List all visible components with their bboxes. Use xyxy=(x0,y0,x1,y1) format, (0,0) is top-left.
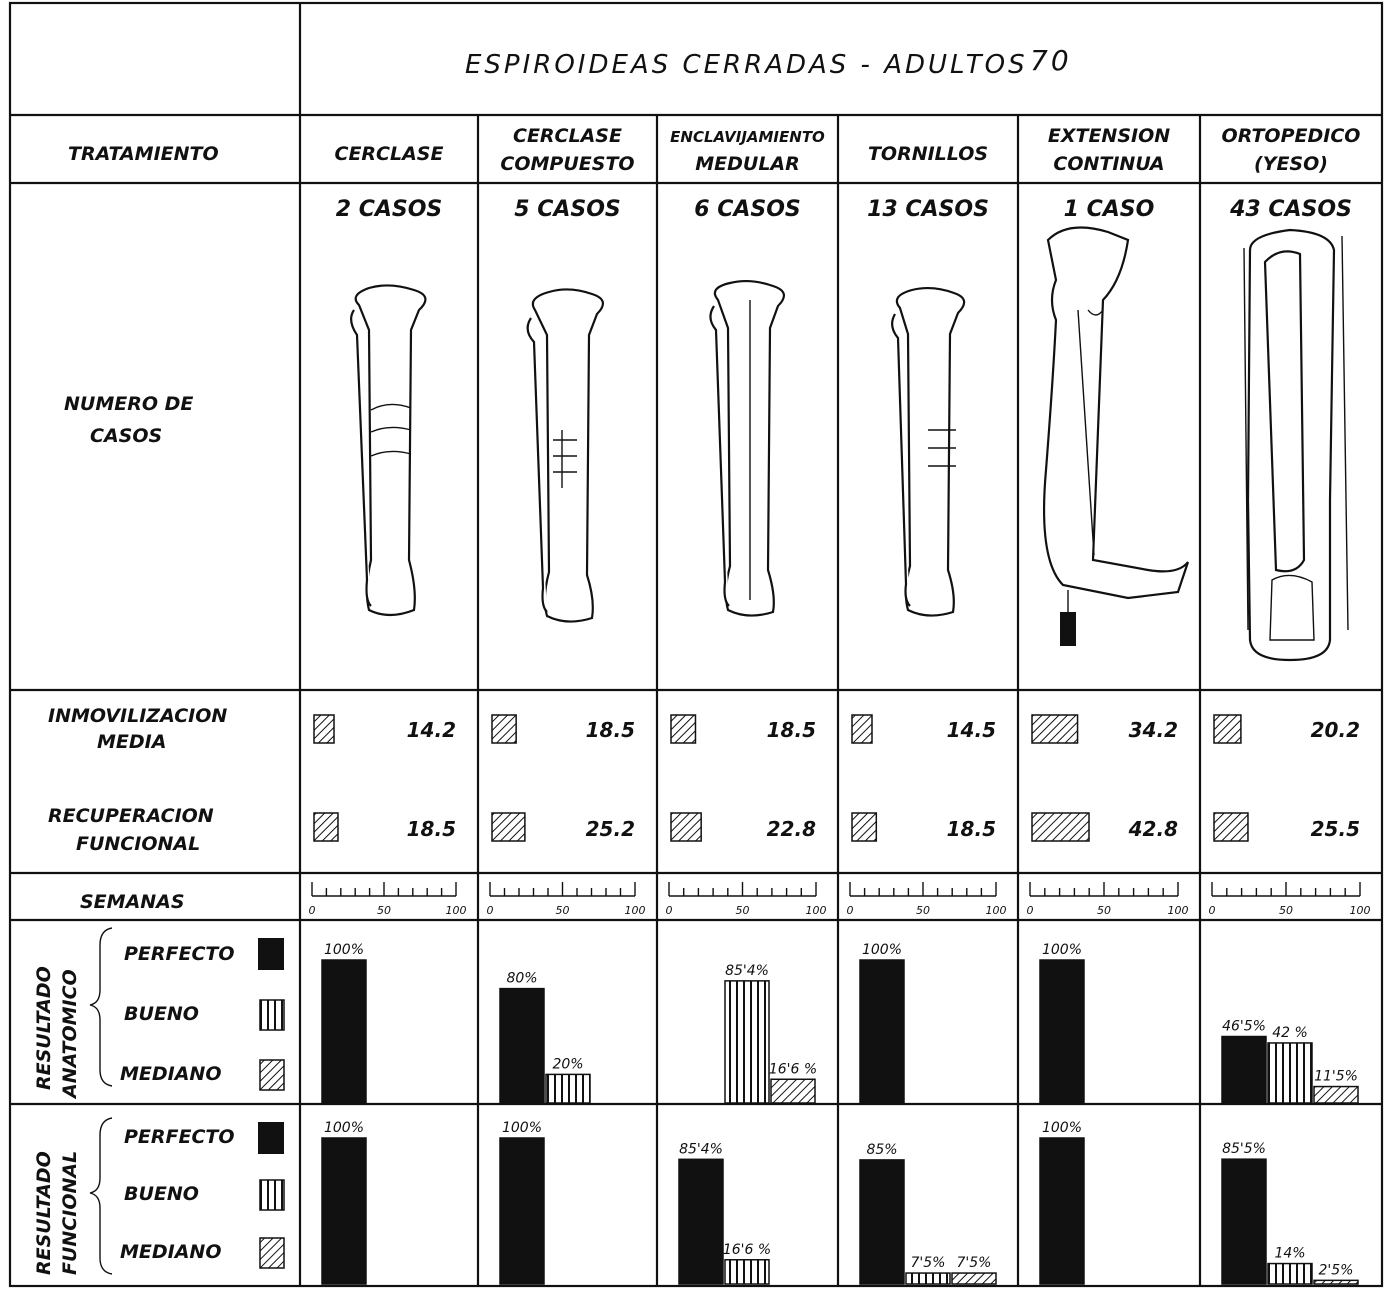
weeks-tick-label: 100 xyxy=(1349,904,1371,917)
anatomic-row-label: RESULTADO xyxy=(33,966,55,1090)
legend-perfect-swatch xyxy=(258,1122,284,1154)
anatomic-perfect-label: 80% xyxy=(506,970,538,987)
cases-count-4: 1 CASO xyxy=(1063,197,1155,222)
weeks-tick-label: 100 xyxy=(805,904,827,917)
treatment-header-1: CERCLASE xyxy=(513,125,622,147)
anatomic-perfect-label: 46'5% xyxy=(1222,1018,1266,1035)
cases-row-label: NUMERO DE xyxy=(64,393,194,415)
anatomic-good-label: 42 % xyxy=(1272,1024,1308,1041)
bone-wire-cerclage-icon xyxy=(351,285,425,615)
immobilization-bar xyxy=(314,715,334,743)
weeks-tick-label: 0 xyxy=(1026,904,1034,917)
weeks-tick-label: 0 xyxy=(846,904,854,917)
immobilization-bar xyxy=(1032,715,1078,743)
treatment-header-0: CERCLASE xyxy=(334,143,444,165)
treatment-header-line2-5: (YESO) xyxy=(1254,153,1328,175)
functional-perfect-bar xyxy=(500,1138,544,1284)
treatment-header-4: EXTENSION xyxy=(1047,125,1171,147)
immobilization-bar xyxy=(671,715,695,743)
functional-legend xyxy=(120,1122,284,1268)
functional-perfect-bar xyxy=(860,1160,904,1284)
immobilization-value: 14.2 xyxy=(406,718,456,742)
functional-perfect-label: 100% xyxy=(1041,1120,1083,1136)
anatomic-perfect-label: 100% xyxy=(323,942,365,958)
anatomic-medium-bar xyxy=(771,1079,815,1103)
immobilization-row-label: INMOVILIZACION xyxy=(48,705,228,727)
treatment-header-2: ENCLAVIJAMIENTO xyxy=(670,128,825,146)
legend-medium-label: MEDIANO xyxy=(120,1063,222,1085)
legend-good-label: BUENO xyxy=(124,1003,199,1025)
anatomic-brace xyxy=(90,928,112,1086)
anatomic-perfect-bar xyxy=(1040,960,1084,1103)
anatomic-medium-label: 11'5% xyxy=(1314,1068,1358,1085)
bone-compound-cerclage-icon xyxy=(528,289,603,621)
immobilization-value: 14.5 xyxy=(946,718,996,742)
immobilization-value: 18.5 xyxy=(585,718,635,742)
weeks-tick-label: 100 xyxy=(985,904,1007,917)
weeks-tick-label: 100 xyxy=(1167,904,1189,917)
functional-perfect-label: 85% xyxy=(866,1141,898,1158)
anatomic-medium-label: 16'6 % xyxy=(768,1061,818,1078)
functional-good-bar xyxy=(725,1260,769,1284)
recovery-bar xyxy=(852,813,876,841)
functional-medium-bar xyxy=(952,1273,996,1284)
anatomic-good-bar xyxy=(1268,1043,1312,1103)
bone-screws-icon xyxy=(892,288,964,615)
weeks-tick-label: 50 xyxy=(555,904,570,917)
weeks-row-label: SEMANAS xyxy=(80,891,185,913)
functional-perfect-label: 85'5% xyxy=(1222,1141,1266,1158)
functional-perfect-label: 100% xyxy=(501,1120,543,1136)
cases-row-label-line2: CASOS xyxy=(90,425,163,447)
cases-count-2: 6 CASOS xyxy=(694,197,801,222)
functional-row-label: RESULTADO xyxy=(33,1151,55,1275)
immobilization-value: 18.5 xyxy=(766,718,816,742)
anatomic-good-label: 85'4% xyxy=(725,962,769,979)
anatomic-perfect-label: 100% xyxy=(861,942,903,958)
weeks-tick-label: 50 xyxy=(377,904,391,917)
recovery-value: 18.5 xyxy=(406,817,456,841)
weeks-tick-label: 50 xyxy=(735,904,750,917)
immobilization-bar xyxy=(1214,715,1241,743)
recovery-bar xyxy=(671,813,701,841)
recovery-value: 42.8 xyxy=(1128,817,1178,841)
recovery-bar xyxy=(314,813,338,841)
weeks-tick-label: 0 xyxy=(1208,904,1216,917)
treatment-header-5: ORTOPEDICO xyxy=(1221,125,1361,147)
legend-good-swatch xyxy=(260,1000,284,1030)
anatomic-perfect-bar xyxy=(860,960,904,1103)
anatomic-perfect-label: 100% xyxy=(1041,942,1083,958)
anatomic-good-bar xyxy=(546,1074,590,1103)
recovery-value: 18.5 xyxy=(946,817,996,841)
recovery-bar xyxy=(492,813,525,841)
weeks-tick-label: 0 xyxy=(665,904,673,917)
page-number: 70 xyxy=(1030,44,1072,77)
functional-perfect-bar xyxy=(1040,1138,1084,1284)
weeks-tick-label: 0 xyxy=(486,904,494,917)
anatomic-legend xyxy=(120,938,284,1090)
functional-perfect-bar xyxy=(322,1138,366,1284)
leg-traction-icon xyxy=(1044,228,1188,647)
legend-good-swatch xyxy=(260,1180,284,1210)
cases-count-1: 5 CASOS xyxy=(514,197,621,222)
recovery-value: 22.8 xyxy=(766,817,816,841)
immobilization-bar xyxy=(492,715,516,743)
treatment-header-line2-4: CONTINUA xyxy=(1053,153,1165,175)
anatomic-perfect-bar xyxy=(500,989,544,1103)
legend-medium-swatch xyxy=(260,1238,284,1268)
functional-good-bar xyxy=(906,1273,950,1284)
anatomic-perfect-bar xyxy=(322,960,366,1103)
weeks-tick-label: 50 xyxy=(1097,904,1111,917)
immobilization-bar xyxy=(852,715,872,743)
functional-good-bar xyxy=(1268,1264,1312,1284)
anatomic-good-bar xyxy=(725,981,769,1103)
legend-perfect-label: PERFECTO xyxy=(124,1126,235,1148)
leg-cast-icon xyxy=(1244,230,1348,660)
functional-perfect-label: 85'4% xyxy=(679,1141,723,1158)
functional-medium-label: 7'5% xyxy=(956,1255,992,1272)
functional-medium-label: 2'5% xyxy=(1318,1262,1354,1279)
weeks-tick-label: 100 xyxy=(624,904,646,917)
recovery-row-label: RECUPERACION xyxy=(48,805,214,827)
legend-medium-label: MEDIANO xyxy=(120,1241,222,1263)
legend-medium-swatch xyxy=(260,1060,284,1090)
anatomic-good-label: 20% xyxy=(552,1056,584,1073)
treatment-row-label: TRATAMIENTO xyxy=(68,143,219,165)
weeks-tick-label: 50 xyxy=(916,904,930,917)
functional-good-label: 14% xyxy=(1274,1245,1306,1262)
legend-perfect-label: PERFECTO xyxy=(124,943,235,965)
anatomic-medium-bar xyxy=(1314,1087,1358,1103)
functional-medium-bar xyxy=(1314,1280,1358,1284)
treatment-header-3: TORNILLOS xyxy=(867,143,989,165)
weeks-tick-label: 0 xyxy=(308,904,316,917)
immobilization-row-label-line2: MEDIA xyxy=(97,731,167,753)
cases-count-5: 43 CASOS xyxy=(1230,197,1352,222)
weeks-tick-label: 100 xyxy=(445,904,467,917)
recovery-row-label-line2: FUNCIONAL xyxy=(76,833,201,855)
functional-perfect-bar xyxy=(1222,1159,1266,1284)
functional-row-label-line2: FUNCIONAL xyxy=(59,1150,81,1275)
anatomic-row-label-line2: ANATOMICO xyxy=(59,969,81,1098)
functional-good-label: 7'5% xyxy=(910,1255,946,1272)
recovery-bar xyxy=(1214,813,1248,841)
recovery-value: 25.2 xyxy=(585,817,635,841)
immobilization-value: 34.2 xyxy=(1128,718,1178,742)
traction-weight xyxy=(1060,612,1076,646)
anatomic-perfect-bar xyxy=(1222,1037,1266,1103)
recovery-value: 25.5 xyxy=(1310,817,1360,841)
functional-good-label: 16'6 % xyxy=(722,1241,772,1258)
treatment-header-line2-1: COMPUESTO xyxy=(500,153,635,175)
legend-good-label: BUENO xyxy=(124,1183,199,1205)
cases-count-3: 13 CASOS xyxy=(867,197,989,222)
cases-count-0: 2 CASOS xyxy=(335,197,443,222)
weeks-tick-label: 50 xyxy=(1279,904,1293,917)
chart-title: ESPIROIDEAS CERRADAS - ADULTOS xyxy=(465,50,1028,80)
recovery-bar xyxy=(1032,813,1089,841)
functional-brace xyxy=(90,1118,112,1274)
immobilization-value: 20.2 xyxy=(1310,718,1360,742)
bone-nail-icon xyxy=(710,281,783,615)
functional-perfect-bar xyxy=(679,1159,723,1284)
functional-perfect-label: 100% xyxy=(323,1120,365,1136)
legend-perfect-swatch xyxy=(258,938,284,970)
treatment-header-line2-2: MEDULAR xyxy=(695,153,800,175)
table-grid xyxy=(10,3,1382,1286)
